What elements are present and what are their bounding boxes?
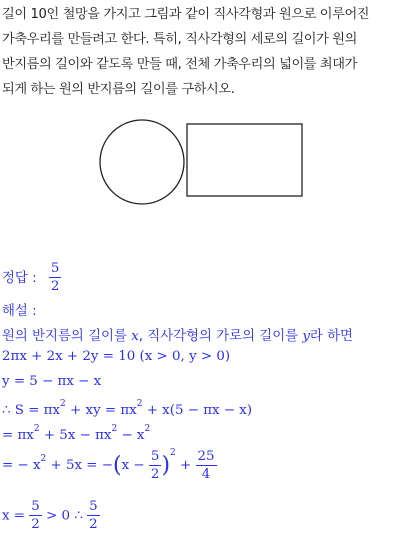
- explanation-label: 해설 :: [2, 304, 37, 319]
- answer-fraction: [49, 262, 62, 294]
- problem-text: [2, 2, 398, 102]
- intro-text: 원의 반지름의 길이를: [2, 329, 132, 344]
- eq-part: +: [175, 458, 196, 473]
- exponent: 2: [111, 424, 118, 434]
- var-y: y: [302, 329, 310, 344]
- problem-line: 반지름의 길이와 같도록 만들 때, 전체 가축우리의 넓이를 최대가: [2, 57, 357, 72]
- explanation-intro: [2, 325, 353, 344]
- exponent: 2: [33, 424, 40, 434]
- eq-part: > 0 ∴: [41, 508, 88, 524]
- equation-2: y = 5 − πx − x: [2, 374, 102, 389]
- answer-row: [2, 262, 61, 294]
- eq-part: + 5x − πx: [39, 428, 112, 443]
- eq-part: − x: [117, 428, 145, 443]
- fraction-denominator: 2: [89, 517, 98, 533]
- fraction-denominator: 2: [31, 517, 40, 533]
- equation-3: [2, 399, 252, 418]
- rectangle-pen: [187, 124, 302, 196]
- fraction-numerator: 5: [149, 450, 162, 466]
- fraction-denominator: 2: [150, 467, 160, 482]
- intro-text: , 직사각형의 가로의 길이를: [138, 329, 303, 344]
- fraction-numerator: 25: [196, 450, 217, 466]
- var-x: x: [131, 329, 139, 344]
- eq-part: + 5x = −: [46, 458, 114, 473]
- pen-figure: [96, 118, 308, 218]
- exponent: 2: [136, 399, 143, 409]
- paren-open: (: [113, 453, 122, 478]
- eq-part: ∴ S = πx: [2, 403, 61, 418]
- fraction-denominator: 4: [201, 467, 211, 482]
- exponent: 2: [144, 424, 151, 434]
- exponent: 2: [40, 454, 47, 464]
- eq-part: = − x: [2, 458, 41, 473]
- circle-pen: [100, 120, 184, 204]
- equation-5: [2, 448, 217, 481]
- fraction: [29, 500, 42, 532]
- fraction-numerator: 5: [29, 500, 42, 516]
- eq-part: + x(5 − πx − x): [142, 403, 253, 418]
- fraction-denominator: 2: [50, 279, 60, 295]
- exponent: 2: [170, 448, 176, 458]
- answer-label: 정답 :: [2, 270, 37, 286]
- eq-part: + xy = πx: [65, 403, 137, 418]
- exponent: 2: [60, 399, 66, 409]
- fraction: [196, 450, 217, 482]
- problem-line: 길이 10인 철망을 가지고 그림과 같이 직사각형과 원으로 이루어진: [2, 7, 370, 22]
- equation-1: 2πx + 2x + 2y = 10 (x > 0, y > 0): [2, 349, 231, 364]
- equation-6: [2, 500, 100, 532]
- intro-text: 라 하면: [309, 329, 353, 344]
- eq-part: = πx: [2, 428, 34, 443]
- fraction: [149, 450, 162, 482]
- fraction: [87, 500, 100, 532]
- fraction-numerator: 5: [49, 262, 62, 278]
- problem-line: 되게 하는 원의 반지름의 길이를 구하시오.: [2, 82, 235, 97]
- eq-part: x −: [121, 458, 149, 473]
- problem-line: 가축우리를 만들려고 한다. 특히, 직사각형의 세로의 길이가 원의: [2, 32, 357, 47]
- fraction-numerator: 5: [87, 500, 100, 516]
- eq-part: x =: [2, 508, 30, 524]
- paren-close: ): [161, 453, 171, 478]
- equation-4: [2, 424, 150, 443]
